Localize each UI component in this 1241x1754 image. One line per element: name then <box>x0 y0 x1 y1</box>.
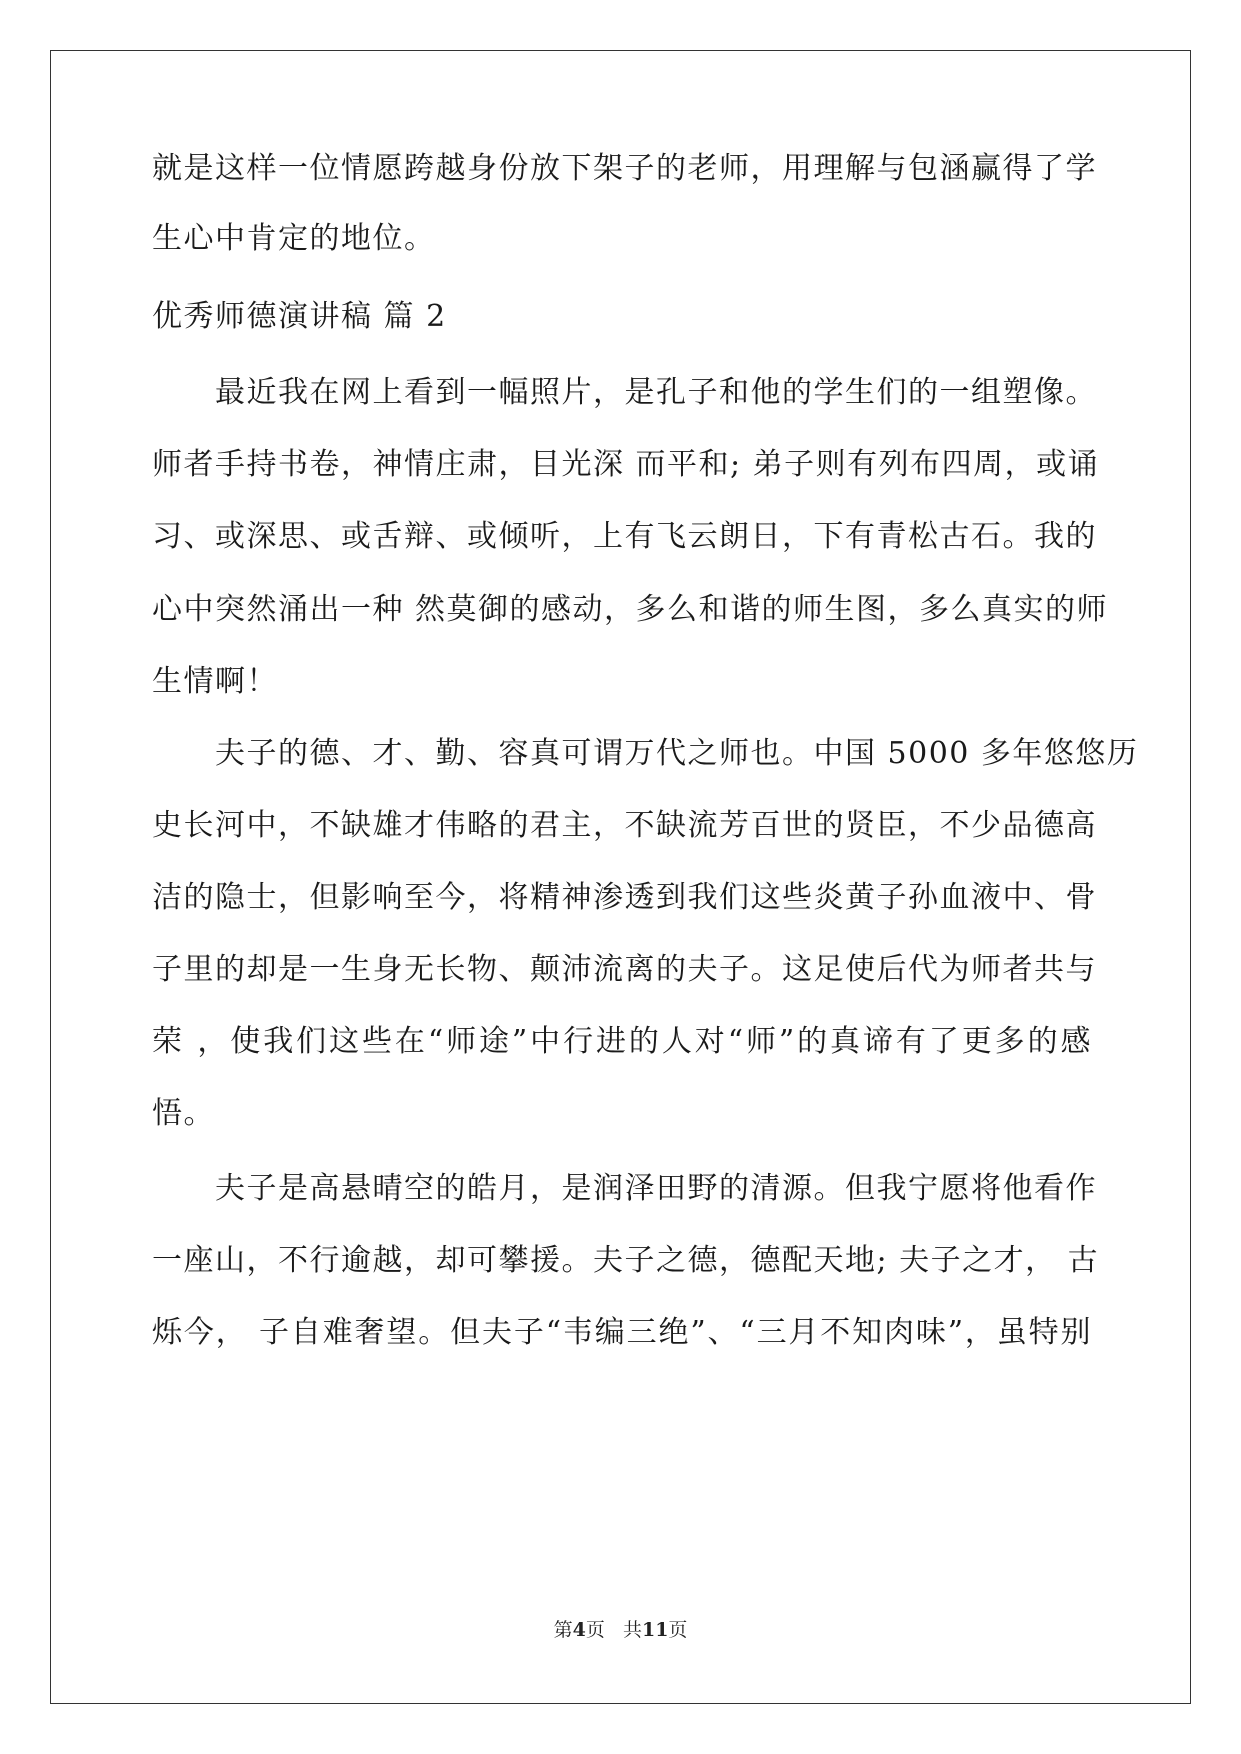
paragraph-line: 烁今， 子自难奢望。但夫子“韦编三绝”、“三月不知肉味”，虽特别 <box>152 1315 1092 1350</box>
paragraph-line: 子里的却是一生身无长物、颠沛流离的夫子。这足使后代为师者共与 <box>152 952 1097 987</box>
footer-total-prefix: 共 <box>622 1619 642 1641</box>
paragraph-line: 最近我在网上看到一幅照片，是孔子和他的学生们的一组塑像。 <box>215 375 1097 410</box>
paragraph-line: 洁的隐士，但影响至今，将精神渗透到我们这些炎黄子孙血液中、骨 <box>152 880 1097 915</box>
section-heading: 优秀师德演讲稿 篇 2 <box>152 299 447 334</box>
paragraph-line: 师者手持书卷，神情庄肃，目光深 而平和; 弟子则有列布四周，或诵 <box>152 447 1100 482</box>
paragraph-line: 荣 ，使我们这些在“师途”中行进的人对“师”的真谛有了更多的感 <box>152 1024 1092 1059</box>
paragraph-line: 夫子是高悬晴空的皓月，是润泽田野的清源。但我宁愿将他看作 <box>215 1171 1097 1206</box>
footer-prefix: 第 <box>553 1619 573 1641</box>
current-page-number: 4 <box>572 1619 586 1641</box>
page-footer <box>0 1618 1241 1642</box>
paragraph-line: 生情啊！ <box>152 664 278 699</box>
footer-total-unit: 页 <box>668 1619 688 1641</box>
footer-page-unit: 页 <box>585 1619 605 1641</box>
paragraph-line: 夫子的德、才、勤、容真可谓万代之师也。中国 5000 多年悠悠历 <box>215 736 1139 771</box>
paragraph-line: 悟。 <box>152 1096 215 1131</box>
paragraph-line: 习、或深思、或舌辩、或倾听，上有飞云朗日，下有青松古石。我的 <box>152 519 1097 554</box>
paragraph-line: 心中突然涌出一种 然莫御的感动，多么和谐的师生图，多么真实的师 <box>152 592 1109 627</box>
total-pages-number: 11 <box>641 1619 669 1641</box>
paragraph-line: 就是这样一位情愿跨越身份放下架子的老师，用理解与包涵赢得了学 <box>152 151 1097 186</box>
paragraph-line: 一座山，不行逾越，却可攀援。夫子之德，德配天地; 夫子之才， 古 <box>152 1243 1100 1278</box>
paragraph-line: 史长河中，不缺雄才伟略的君主，不缺流芳百世的贤臣，不少品德高 <box>152 808 1097 843</box>
paragraph-line: 生心中肯定的地位。 <box>152 221 436 256</box>
